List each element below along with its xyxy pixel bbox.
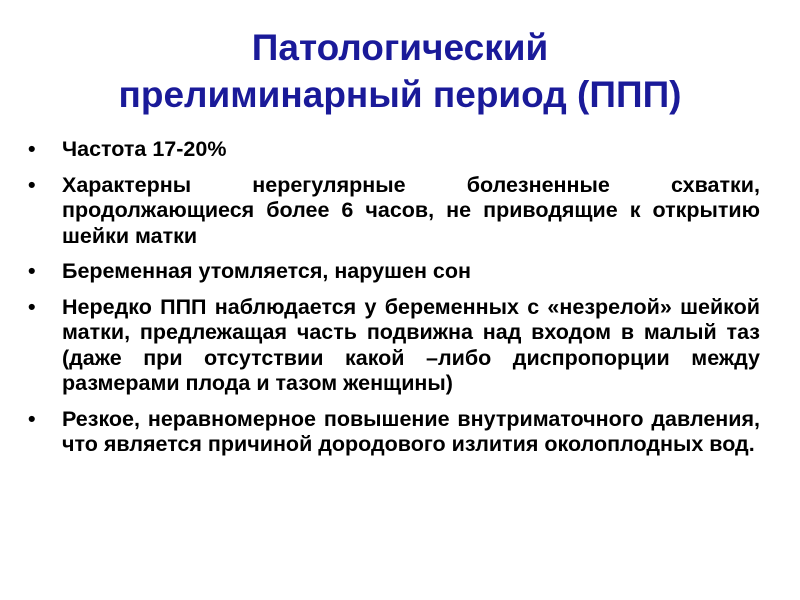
slide-title (0, 24, 800, 118)
bullet-list (28, 137, 760, 468)
bullet-item-frequency (28, 137, 760, 163)
bullet-item-pressure (28, 407, 760, 458)
bullet-marker: • (28, 406, 36, 431)
slide-title-line-1: Патологический (251, 27, 549, 68)
bullet-item-fatigue (28, 259, 760, 285)
bullet-text: Резкое, неравномерное повышение внутриматочного давления, что является причиной дородового излития околоплодных вод. (62, 406, 760, 456)
bullet-marker: • (28, 137, 36, 161)
bullet-text: Характерны нерегулярные болезненные схватки, продолжающиеся более 6 часов, не приводящие к открытию шейки матки (62, 172, 760, 248)
bullet-text: Нередко ППП наблюдается у беременных с «незрелой» шейкой матки, предлежащая часть подвижна над входом в малый таз (даже при отсутствии какой –либо диспропорции между размерами плода и тазом женщины) (62, 294, 760, 395)
bullet-text: Частота 17-20% (62, 137, 227, 161)
bullet-item-immature-cervix (28, 295, 760, 397)
bullet-marker: • (28, 172, 36, 197)
slide-title-line-2: прелиминарный период (ППП) (118, 74, 682, 115)
bullet-item-contractions (28, 173, 760, 250)
bullet-text: Беременная утомляется, нарушен сон (62, 259, 471, 283)
bullet-marker: • (28, 294, 36, 319)
bullet-marker: • (28, 259, 36, 283)
